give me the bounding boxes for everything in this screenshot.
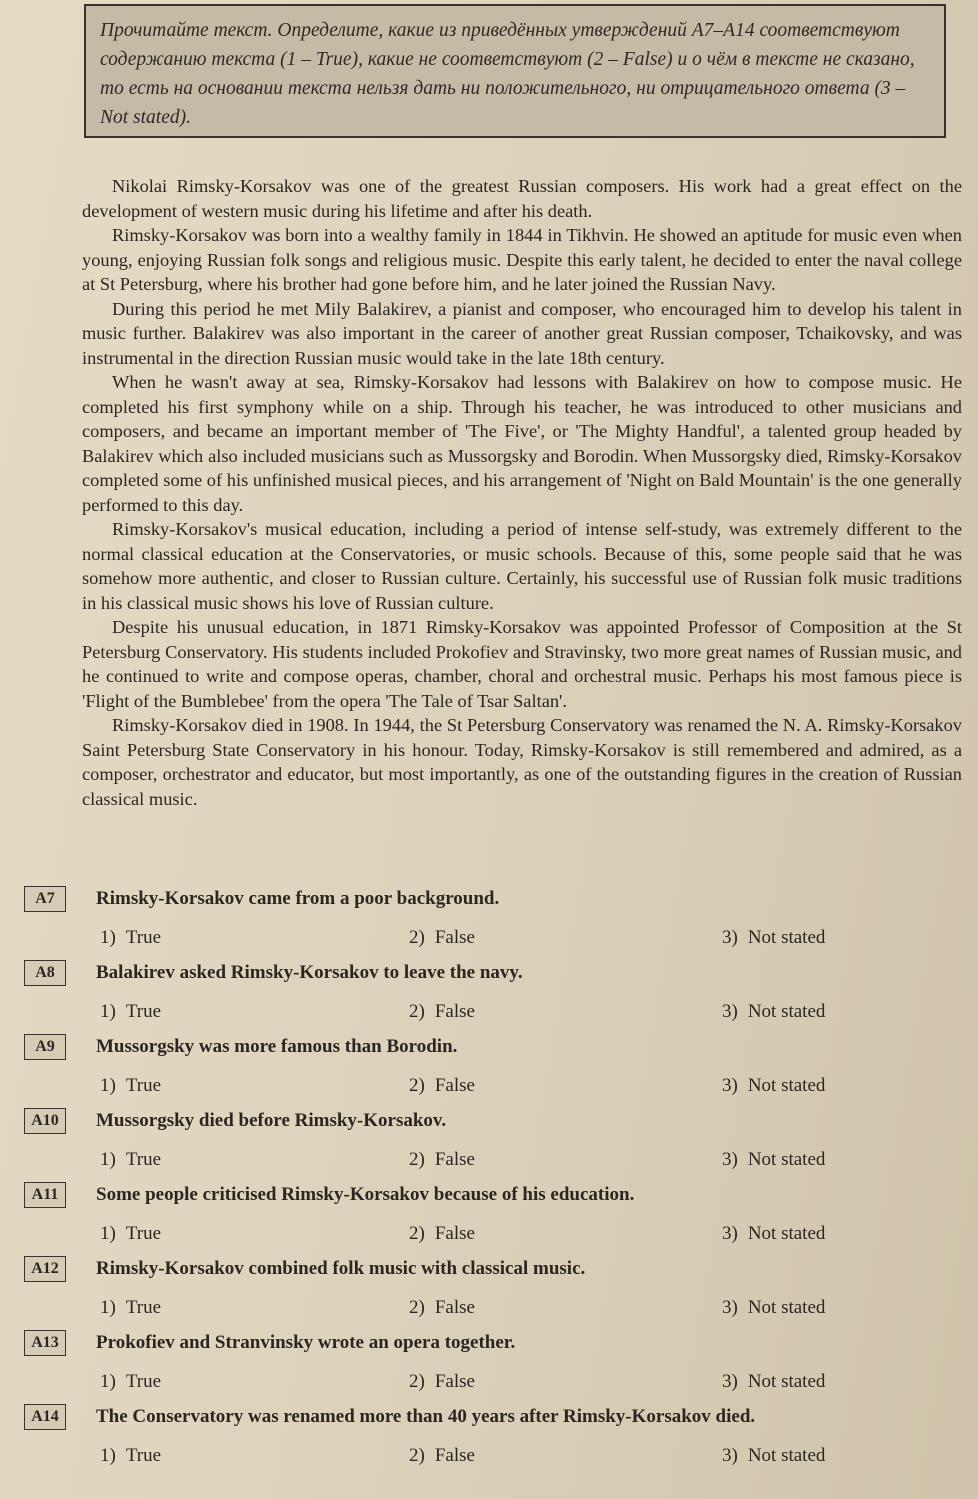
option-not-stated[interactable] [722,926,825,950]
option-true[interactable] [100,1000,161,1024]
option-number: 1) [100,1075,116,1096]
paragraph: Rimsky-Korsakov's musical education, including a period of intense self-study, was extremely different to the normal classical education at the Conservatories, or music schools. Because of this, some people said that he was somehow more authentic, and closer to Russian culture. Certainly, his successful use of Russian folk music traditions in his classical music shows his love of Russian culture. [82,519,962,613]
option-number: 2) [409,1371,425,1392]
option-number: 1) [100,1223,116,1244]
question-code: A7 [24,886,66,912]
option-not-stated[interactable] [722,1222,825,1246]
option-false[interactable] [409,1296,475,1320]
option-label: True [125,1001,162,1022]
option-label: False [434,1297,475,1318]
question-text: Rimsky-Korsakov combined folk music with classical music. [96,1258,586,1279]
question-text: Mussorgsky died before Rimsky-Korsakov. [96,1110,447,1131]
option-number: 3) [722,1223,738,1244]
option-not-stated[interactable] [722,1444,825,1468]
option-not-stated[interactable] [722,1370,825,1394]
option-label: False [434,1001,475,1022]
paragraph: When he wasn't away at sea, Rimsky-Korsakov had lessons with Balakirev on how to compose music. He completed his first symphony while on a ship. Through his teacher, he was introduced to other musicians and composers, and became an important member of 'The Five', or 'The Mighty Handful', a talented group headed by Balakirev which also included musicians such as Mussorgsky and Borodin. When Mussorgsky died, Rimsky-Korsakov completed some of his unfinished musical pieces, and his arrangement of 'Night on Bald Mountain' is the one generally performed to this day. [82,372,962,515]
option-number: 3) [722,1149,738,1170]
option-true[interactable] [100,1222,161,1246]
option-label: False [434,1075,475,1096]
option-number: 3) [722,1001,738,1022]
option-number: 2) [409,1223,425,1244]
option-label: False [434,1371,475,1392]
option-number: 2) [409,1149,425,1170]
option-false[interactable] [409,1074,475,1098]
option-true[interactable] [100,926,161,950]
option-not-stated[interactable] [722,1074,825,1098]
option-label: True [125,1371,162,1392]
question-text: Some people criticised Rimsky-Korsakov because of his education. [96,1184,635,1205]
question-code: A9 [24,1034,66,1060]
instruction-text: Прочитайте текст. Определите, какие из приведённых утверждений A7–A14 соответствуют содержанию текста (1 – True), какие не соответствуют (2 – False) и о чём в тексте не сказано, то есть на основании текста нельзя дать ни положительного, ни отрицательного ответа (3 – Not stated). [100,20,915,128]
option-number: 1) [100,1371,116,1392]
option-label: False [434,1445,475,1466]
option-number: 3) [722,1297,738,1318]
option-label: Not stated [747,1149,826,1170]
option-number: 1) [100,1001,116,1022]
question-text: Balakirev asked Rimsky-Korsakov to leave the navy. [96,962,523,983]
paragraph: Despite his unusual education, in 1871 Rimsky-Korsakov was appointed Professor of Composition at the St Petersburg Conservatory. His students included Prokofiev and Stravinsky, two more great names of Russian music, and he continued to write and compose operas, chamber, choral and orchestral music. Perhaps his most famous piece is 'Flight of the Bumblebee' from the opera 'The Tale of Tsar Saltan'. [82,617,962,711]
question-code: A12 [24,1256,66,1282]
question-code: A14 [24,1404,66,1430]
option-number: 2) [409,1297,425,1318]
paragraph: During this period he met Mily Balakirev, a pianist and composer, who encouraged him to develop his talent in music further. Balakirev was also important in the career of another great Russian composer, Tchaikovsky, and was instrumental in the direction Russian music would take in the late 18th century. [82,298,962,368]
option-false[interactable] [409,1222,475,1246]
question-text: The Conservatory was renamed more than 40 years after Rimsky-Korsakov died. [96,1406,756,1427]
option-true[interactable] [100,1370,161,1394]
option-label: True [125,1075,162,1096]
option-false[interactable] [409,1444,475,1468]
option-true[interactable] [100,1444,161,1468]
option-number: 1) [100,1297,116,1318]
option-label: True [125,1445,162,1466]
option-not-stated[interactable] [722,1148,825,1172]
option-number: 3) [722,1371,738,1392]
option-label: Not stated [747,1075,826,1096]
option-label: False [434,1149,475,1170]
option-label: True [125,927,162,948]
option-label: Not stated [747,1445,826,1466]
option-not-stated[interactable] [722,1000,825,1024]
option-label: True [125,1149,162,1170]
option-number: 2) [409,1075,425,1096]
option-label: False [434,1223,475,1244]
question-code: A8 [24,960,66,986]
option-number: 1) [100,1149,116,1170]
option-number: 3) [722,927,738,948]
option-number: 2) [409,927,425,948]
question-text: Prokofiev and Stranvinsky wrote an opera together. [96,1332,516,1353]
option-number: 3) [722,1075,738,1096]
option-number: 1) [100,927,116,948]
option-true[interactable] [100,1296,161,1320]
option-number: 1) [100,1445,116,1466]
question-text: Mussorgsky was more famous than Borodin. [96,1036,458,1057]
option-label: Not stated [747,1371,826,1392]
question-code: A11 [24,1182,66,1208]
option-label: True [125,1223,162,1244]
option-false[interactable] [409,1370,475,1394]
option-false[interactable] [409,1148,475,1172]
option-number: 2) [409,1445,425,1466]
option-label: Not stated [747,927,826,948]
question-code: A10 [24,1108,66,1134]
reading-text [82,174,962,811]
option-label: Not stated [747,1297,826,1318]
option-true[interactable] [100,1074,161,1098]
option-true[interactable] [100,1148,161,1172]
question-text: Rimsky-Korsakov came from a poor background. [96,888,500,909]
option-label: False [434,927,475,948]
paragraph: Rimsky-Korsakov was born into a wealthy family in 1844 in Tikhvin. He showed an aptitude for music even when young, enjoying Russian folk songs and religious music. Despite this early talent, he decided to enter the naval college at St Petersburg, where his brother had gone before him, and he later joined the Russian Navy. [82,225,962,294]
question-code: A13 [24,1330,66,1356]
option-label: Not stated [747,1223,826,1244]
instruction-box [84,4,946,138]
option-label: Not stated [747,1001,826,1022]
option-number: 3) [722,1445,738,1466]
paragraph: Rimsky-Korsakov died in 1908. In 1944, the St Petersburg Conservatory was renamed the N. A. Rimsky-Korsakov Saint Petersburg State Conservatory in his honour. Today, Rimsky-Korsakov is still remembered and admired, as a composer, orchestrator and educator, but most importantly, as one of the outstanding figures in the creation of Russian classical music. [82,715,962,809]
option-not-stated[interactable] [722,1296,825,1320]
option-number: 2) [409,1001,425,1022]
paragraph: Nikolai Rimsky-Korsakov was one of the greatest Russian composers. His work had a great effect on the development of western music during his lifetime and after his death. [82,176,962,221]
option-false[interactable] [409,926,475,950]
option-false[interactable] [409,1000,475,1024]
option-label: True [125,1297,162,1318]
